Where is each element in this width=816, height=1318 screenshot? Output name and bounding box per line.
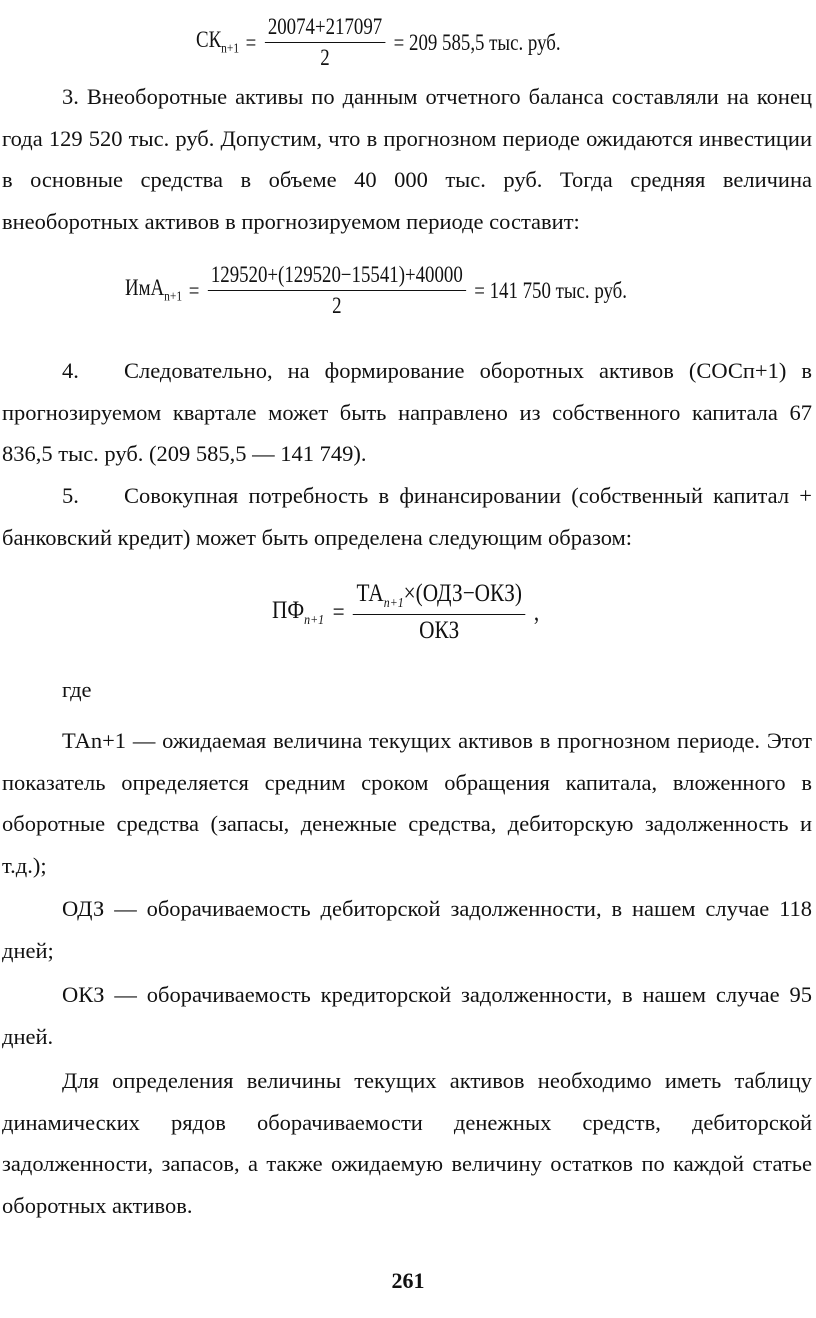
formula-ck bbox=[196, 14, 561, 71]
equals: = bbox=[332, 598, 345, 626]
formula-lhs: $ПФ_{n+1}$ bbox=[272, 596, 325, 628]
paragraph-3: 3. Внеоборотные активы по данным отчетного баланса составляли на конец года 129 520 тыс. руб. Допустим, что в прогнозном периоде ожидаются инвестиции в основные средства в объеме 40 000 тыс. руб. Тогда средняя величина внеоборотных активов в прогнозируемом периоде составит: bbox=[2, 84, 812, 234]
formula-result: = 141 750 тыс. руб. bbox=[474, 277, 627, 303]
formula-ima bbox=[125, 262, 627, 319]
page-number: 261 bbox=[391, 1268, 425, 1293]
paragraph-last: Для определения величины текущих активов необходимо иметь таблицу динамических рядов оборачиваемости денежных средств, дебиторской задолженности, запасов, а также ожидаемую величину остатков по каждой статье оборотных активов. bbox=[2, 1068, 812, 1218]
formula-pf bbox=[272, 580, 539, 645]
comma: , bbox=[533, 598, 540, 626]
paragraph-4: 4. Следовательно, на формирование оборотных активов (СОСп+1) в прогнозируемом квартале может быть направлено из собственного капитала 67 836,5 тыс. руб. (209 585,5 — 141 749). bbox=[2, 358, 812, 466]
equals: = bbox=[245, 29, 257, 55]
formula-result: = 209 585,5 тыс. руб. bbox=[393, 29, 561, 55]
where-label: где bbox=[62, 677, 92, 702]
definition-ta: ТАn+1 — ожидаемая величина текущих активов в прогнозном периоде. Этот показатель определяется средним сроком обращения капитала, вложенного в оборотные средства (запасы, денежные средства, дебиторскую задолженность и т.д.); bbox=[2, 728, 812, 878]
definition-okz: ОКЗ — оборачиваемость кредиторской задолженности, в нашем случае 95 дней. bbox=[2, 982, 812, 1049]
formula-lhs: $СК_{n+1}$ bbox=[196, 27, 240, 57]
fraction: $\frac{20074+217097}{2}$ bbox=[265, 14, 386, 71]
formula-lhs: ИмА$_{n+1}$ bbox=[125, 275, 183, 305]
definition-odz: ОДЗ — оборачиваемость дебиторской задолженности, в нашем случае 118 дней; bbox=[2, 896, 812, 963]
paragraph-5: 5. Совокупная потребность в финансировании (собственный капитал + банковский кредит) может быть определена следующим образом: bbox=[2, 483, 812, 550]
fraction: $\frac{ТА_{n+1}\times(ОДЗ-ОКЗ)}{\text{ОКЗ}}$ bbox=[353, 580, 525, 645]
fraction: $\frac{129520+(129520-15541)+40000}{2}$ bbox=[208, 262, 466, 319]
equals: = bbox=[188, 277, 200, 303]
